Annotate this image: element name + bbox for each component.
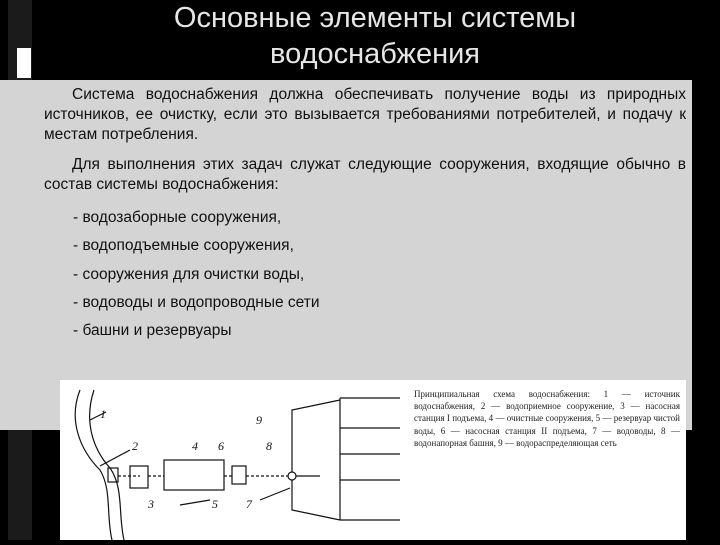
diagram-label: 1 xyxy=(100,407,106,421)
list-item: - сооружения для очистки воды, xyxy=(73,266,305,283)
paragraph-structures: Для выполнения этих задач служат следующие сооружения, входящие обычно в состав системы водоснабжения: xyxy=(44,156,686,193)
diagram-caption: Принципиальная схема водоснабжения: 1 — источник водоснабжения, 2 — водоприемное сооружение, 3 — насосная станция I подъема, 4 — очистные сооружения, 5 — резервуар чистой воды, 6 — насосная станция II подъема, 7 — водоводы, 8 — водонапорная башня, 9 — водораспределяющая сеть xyxy=(414,389,680,448)
list-item: - водоподъемные сооружения, xyxy=(73,237,294,254)
diagram-svg xyxy=(60,380,410,540)
diagram-label: 7 xyxy=(246,497,252,511)
pump-station-1 xyxy=(130,466,148,488)
reservoir-box xyxy=(232,466,246,484)
diagram-label: 6 xyxy=(218,439,224,453)
title-line-1: Основные элементы системы xyxy=(173,2,577,34)
slide-title xyxy=(40,0,710,72)
treatment-box xyxy=(164,460,224,490)
diagram-label: 3 xyxy=(148,497,154,511)
diagram-labels xyxy=(100,407,272,511)
leader-line xyxy=(100,450,130,466)
list-item: - водоводы и водопроводные сети xyxy=(73,294,320,311)
title-line-2: водоснабжения xyxy=(270,38,480,70)
list-item: - башни и резервуары xyxy=(73,322,232,339)
diagram-label: 2 xyxy=(132,439,138,453)
tower-node xyxy=(288,472,296,480)
diagram-label: 8 xyxy=(266,439,272,453)
decor-mark xyxy=(17,48,31,78)
diagram-label: 9 xyxy=(256,413,262,427)
water-supply-diagram xyxy=(60,380,410,540)
diagram-label: 5 xyxy=(212,497,218,511)
content-panel xyxy=(0,80,692,430)
diagram-label: 4 xyxy=(192,439,198,453)
list-item: - водозаборные сооружения, xyxy=(73,209,282,226)
diagram-caption-panel xyxy=(410,380,686,540)
paragraph-intro: Система водоснабжения должна обеспечивать получение воды из природных источников, ее очистку, если это вызывается требованиями потребителей, и подачу к местам потребления. xyxy=(44,86,686,143)
river-bank-left xyxy=(75,390,112,540)
